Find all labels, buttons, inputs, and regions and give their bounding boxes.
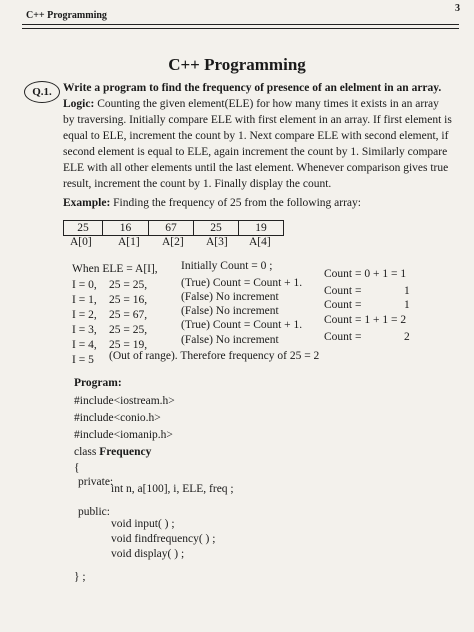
logic-label: Logic: [63,98,95,110]
array-cell: 16 [103,221,149,236]
trace-i: I = 3, [72,324,97,336]
array-index: A[2] [162,236,184,248]
private-label: private: [78,476,114,488]
trace-conclusion: (Out of range). Therefore frequency of 25 = 2 [109,350,320,362]
trace-count-value: 1 [404,285,410,297]
logic-line-4: ELE with all other elements until the last element. Whenever comparison gives true [63,162,449,174]
trace-count: Count = [324,331,362,343]
trace-i: I = 1, [72,294,97,306]
trace-count-value: 2 [404,331,410,343]
header-rule-thin [22,28,459,29]
logic-line-1: by traversing. Initially compare ELE with first element in an array. If first element is [63,114,452,126]
logic-line-0: Logic: Counting the given element(ELE) for how many times it exists in an array [63,98,439,110]
page-number: 3 [455,3,460,14]
program-label: Program: [74,377,122,389]
array-table [63,220,284,236]
trace-cmp: 25 = 25, [109,324,148,336]
array-index: A[3] [206,236,228,248]
trace-result: (False) No increment [181,291,279,303]
trace-i: I = 2, [72,309,97,321]
logic-line-5: result, increment the count by 1. Finally display the count. [63,178,332,190]
include-line: #include<conio.h> [74,412,161,424]
trace-cmp: 25 = 16, [109,294,148,306]
array-cell: 19 [239,221,284,236]
trace-count: Count = 0 + 1 = 1 [324,268,407,280]
trace-cmp: 25 = 19, [109,339,148,351]
trace-cmp: 25 = 25, [109,279,148,291]
trace-count: Count = 1 + 1 = 2 [324,314,407,326]
trace-result: (True) Count = Count + 1. [181,277,303,289]
array-index: A[4] [249,236,271,248]
example-label: Example: [63,197,111,209]
trace-result: (False) No increment [181,334,279,346]
page-title: C++ Programming [168,55,306,74]
trace-i: I = 0, [72,279,97,291]
include-line: #include<iostream.h> [74,395,175,407]
method-declaration: void findfrequency( ) ; [111,533,216,545]
trace-i: I = 4, [72,339,97,351]
method-declaration: void input( ) ; [111,518,175,530]
logic-line-2: equal to ELE, increment the count by 1. Next compare ELE with second element, if [63,130,449,142]
public-label: public: [78,506,110,518]
trace-i: I = 5 [72,354,94,366]
trace-count: Count = [324,299,362,311]
trace-cmp: 25 = 67, [109,309,148,321]
array-index: A[0] [70,236,92,248]
array-cell: 25 [194,221,239,236]
array-cell: 25 [64,221,103,236]
trace-result: (False) No increment [181,305,279,317]
trace-count: Count = [324,285,362,297]
array-cell: 67 [149,221,194,236]
example-line: Example: Finding the frequency of 25 from the following array: [63,197,361,209]
header-rule [22,24,459,25]
method-declaration: void display( ) ; [111,548,185,560]
trace-header-left: When ELE = A[I], [72,263,158,275]
trace-count-value: 1 [404,299,410,311]
question-prompt: Write a program to find the frequency of presence of an elelment in an array. [63,82,442,94]
include-line: #include<iomanip.h> [74,429,173,441]
question-badge: Q.1. [24,81,60,103]
running-header: C++ Programming [26,10,107,21]
logic-line-3: second element is equal to ELE, again increment the count by 1. Similarly compare [63,146,448,158]
array-index: A[1] [118,236,140,248]
trace-header-right: Initially Count = 0 ; [181,260,273,272]
class-name: Frequency [99,446,152,458]
class-declaration: class Frequency [74,446,152,458]
trace-result: (True) Count = Count + 1. [181,319,303,331]
member-declaration: int n, a[100], i, ELE, freq ; [111,483,234,495]
class-close: } ; [74,571,86,583]
open-brace: { [74,462,80,474]
